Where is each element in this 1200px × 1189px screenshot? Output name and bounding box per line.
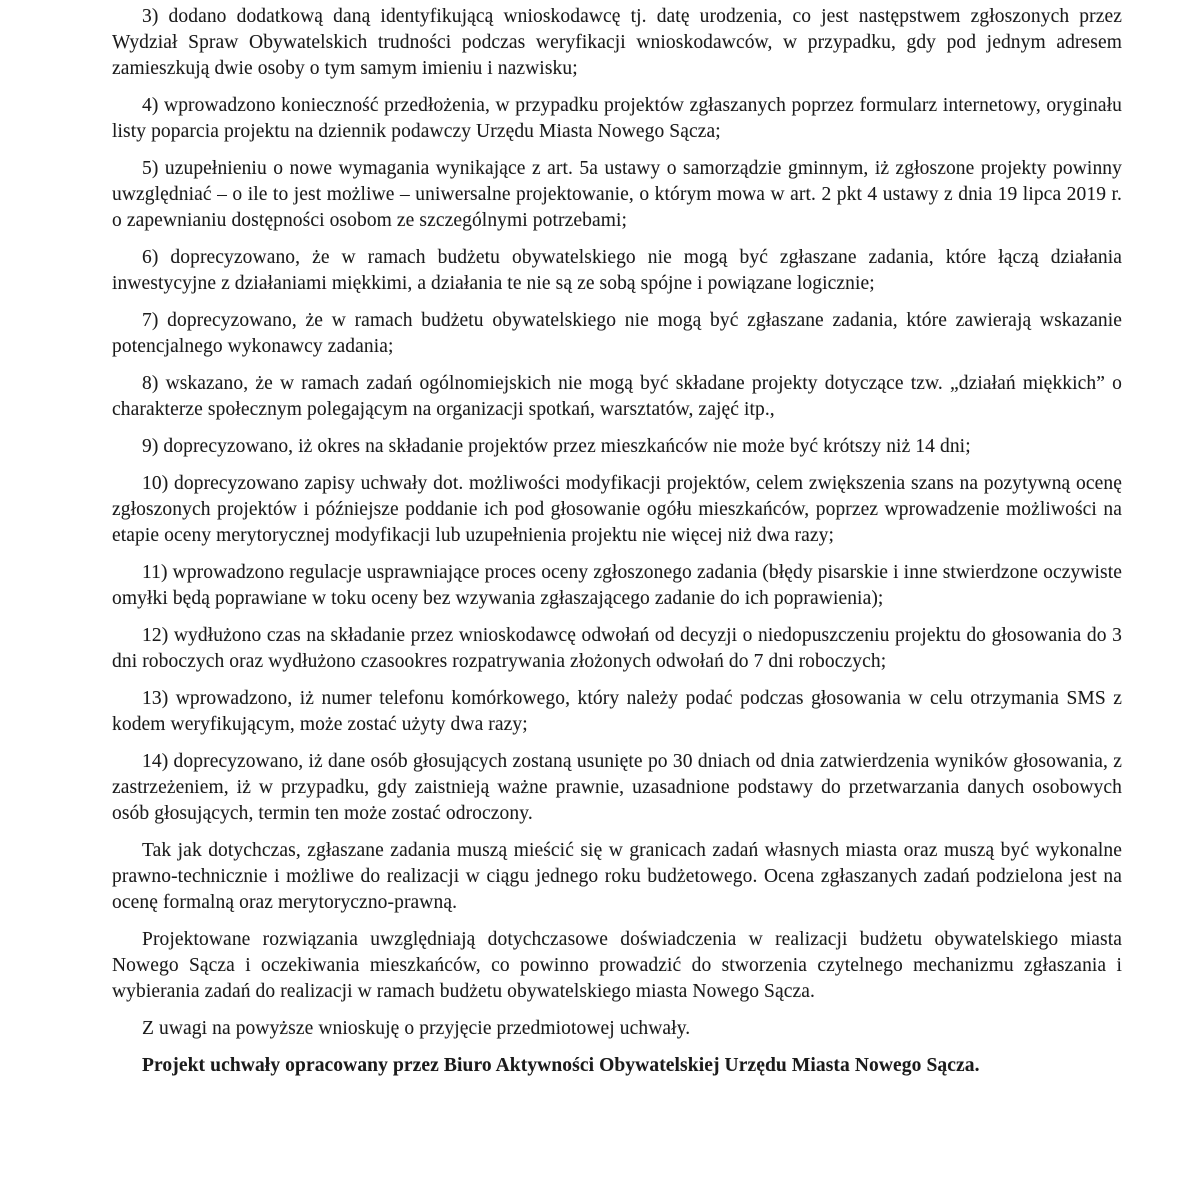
paragraph: 6) doprecyzowano, że w ramach budżetu obywatelskiego nie mogą być zgłaszane zadania, które łączą działania inwestycyjne z działaniami miękkimi, a działania te nie są ze sobą spójne i powiązane logicznie; bbox=[112, 247, 1122, 294]
paragraph: 4) wprowadzono konieczność przedłożenia, w przypadku projektów zgłaszanych poprzez formularz internetowy, oryginału listy poparcia projektu na dziennik podawczy Urzędu Miasta Nowego Sącza; bbox=[112, 95, 1122, 142]
paragraph: 13) wprowadzono, iż numer telefonu komórkowego, który należy podać podczas głosowania w celu otrzymania SMS z kodem weryfikującym, może zostać użyty dwa razy; bbox=[112, 688, 1122, 735]
paragraph: Projektowane rozwiązania uwzględniają dotychczasowe doświadczenia w realizacji budżetu obywatelskiego miasta Nowego Sącza i oczekiwania mieszkańców, co powinno prowadzić do stworzenia czytelnego mechanizmu zgłaszania i wybierania zadań do realizacji w ramach budżetu obywatelskiego miasta Nowego Sącza. bbox=[112, 929, 1122, 1002]
paragraph: 11) wprowadzono regulacje usprawniające proces oceny zgłoszonego zadania (błędy pisarskie i inne stwierdzone oczywiste omyłki będą poprawiane w toku oceny bez wzywania zgłaszającego zadanie do ich poprawienia); bbox=[112, 562, 1122, 609]
paragraph: 8) wskazano, że w ramach zadań ogólnomiejskich nie mogą być składane projekty dotyczące tzw. „działań miękkich” o charakterze społecznym polegającym na organizacji spotkań, warsztatów, zajęć itp., bbox=[112, 373, 1122, 420]
paragraph: 3) dodano dodatkową daną identyfikującą wnioskodawcę tj. datę urodzenia, co jest następstwem zgłoszonych przez Wydział Spraw Obywatelskich trudności podczas weryfikacji wnioskodawców, w przypadku, gdy pod jednym adresem zamieszkują dwie osoby o tym samym imieniu i nazwisku; bbox=[112, 6, 1122, 79]
paragraph: Z uwagi na powyższe wnioskuję o przyjęcie przedmiotowej uchwały. bbox=[142, 1018, 691, 1039]
paragraph: 10) doprecyzowano zapisy uchwały dot. możliwości modyfikacji projektów, celem zwiększenia szans na pozytywną ocenę zgłoszonych projektów i późniejsze poddanie ich pod głosowanie ogółu mieszkańców, poprzez wprowadzenie możliwości na etapie oceny merytorycznej modyfikacji lub uzupełnienia projektu nie więcej niż dwa razy; bbox=[112, 473, 1122, 546]
paragraph: 12) wydłużono czas na składanie przez wnioskodawcę odwołań od decyzji o niedopuszczeniu projektu do głosowania do 3 dni roboczych oraz wydłużono czasookres rozpatrywania złożonych odwołań do 7 dni roboczych; bbox=[112, 625, 1122, 672]
paragraph: 9) doprecyzowano, iż okres na składanie projektów przez mieszkańców nie może być krótszy niż 14 dni; bbox=[142, 436, 971, 457]
paragraph: Projekt uchwały opracowany przez Biuro Aktywności Obywatelskiej Urzędu Miasta Nowego Sącza. bbox=[142, 1055, 980, 1076]
paragraph: 5) uzupełnieniu o nowe wymagania wynikające z art. 5a ustawy o samorządzie gminnym, iż zgłoszone projekty powinny uwzględniać – o ile to jest możliwe – uniwersalne projektowanie, o którym mowa w art. 2 pkt 4 ustawy z dnia 19 lipca 2019 r. o zapewnianiu dostępności osobom ze szczególnymi potrzebami; bbox=[112, 158, 1122, 231]
document-body bbox=[112, 4, 1122, 1090]
paragraph: Tak jak dotychczas, zgłaszane zadania muszą mieścić się w granicach zadań własnych miasta oraz muszą być wykonalne prawno-technicznie i możliwe do realizacji w ciągu jednego roku budżetowego. Ocena zgłaszanych zadań podzielona jest na ocenę formalną oraz merytoryczno-prawną. bbox=[112, 840, 1122, 913]
paragraph: 14) doprecyzowano, iż dane osób głosujących zostaną usunięte po 30 dniach od dnia zatwierdzenia wyników głosowania, z zastrzeżeniem, iż w przypadku, gdy zaistnieją ważne prawnie, uzasadnione podstawy do przetwarzania danych osobowych osób głosujących, termin ten może zostać odroczony. bbox=[112, 751, 1122, 824]
paragraph: 7) doprecyzowano, że w ramach budżetu obywatelskiego nie mogą być zgłaszane zadania, które zawierają wskazanie potencjalnego wykonawcy zadania; bbox=[112, 310, 1122, 357]
